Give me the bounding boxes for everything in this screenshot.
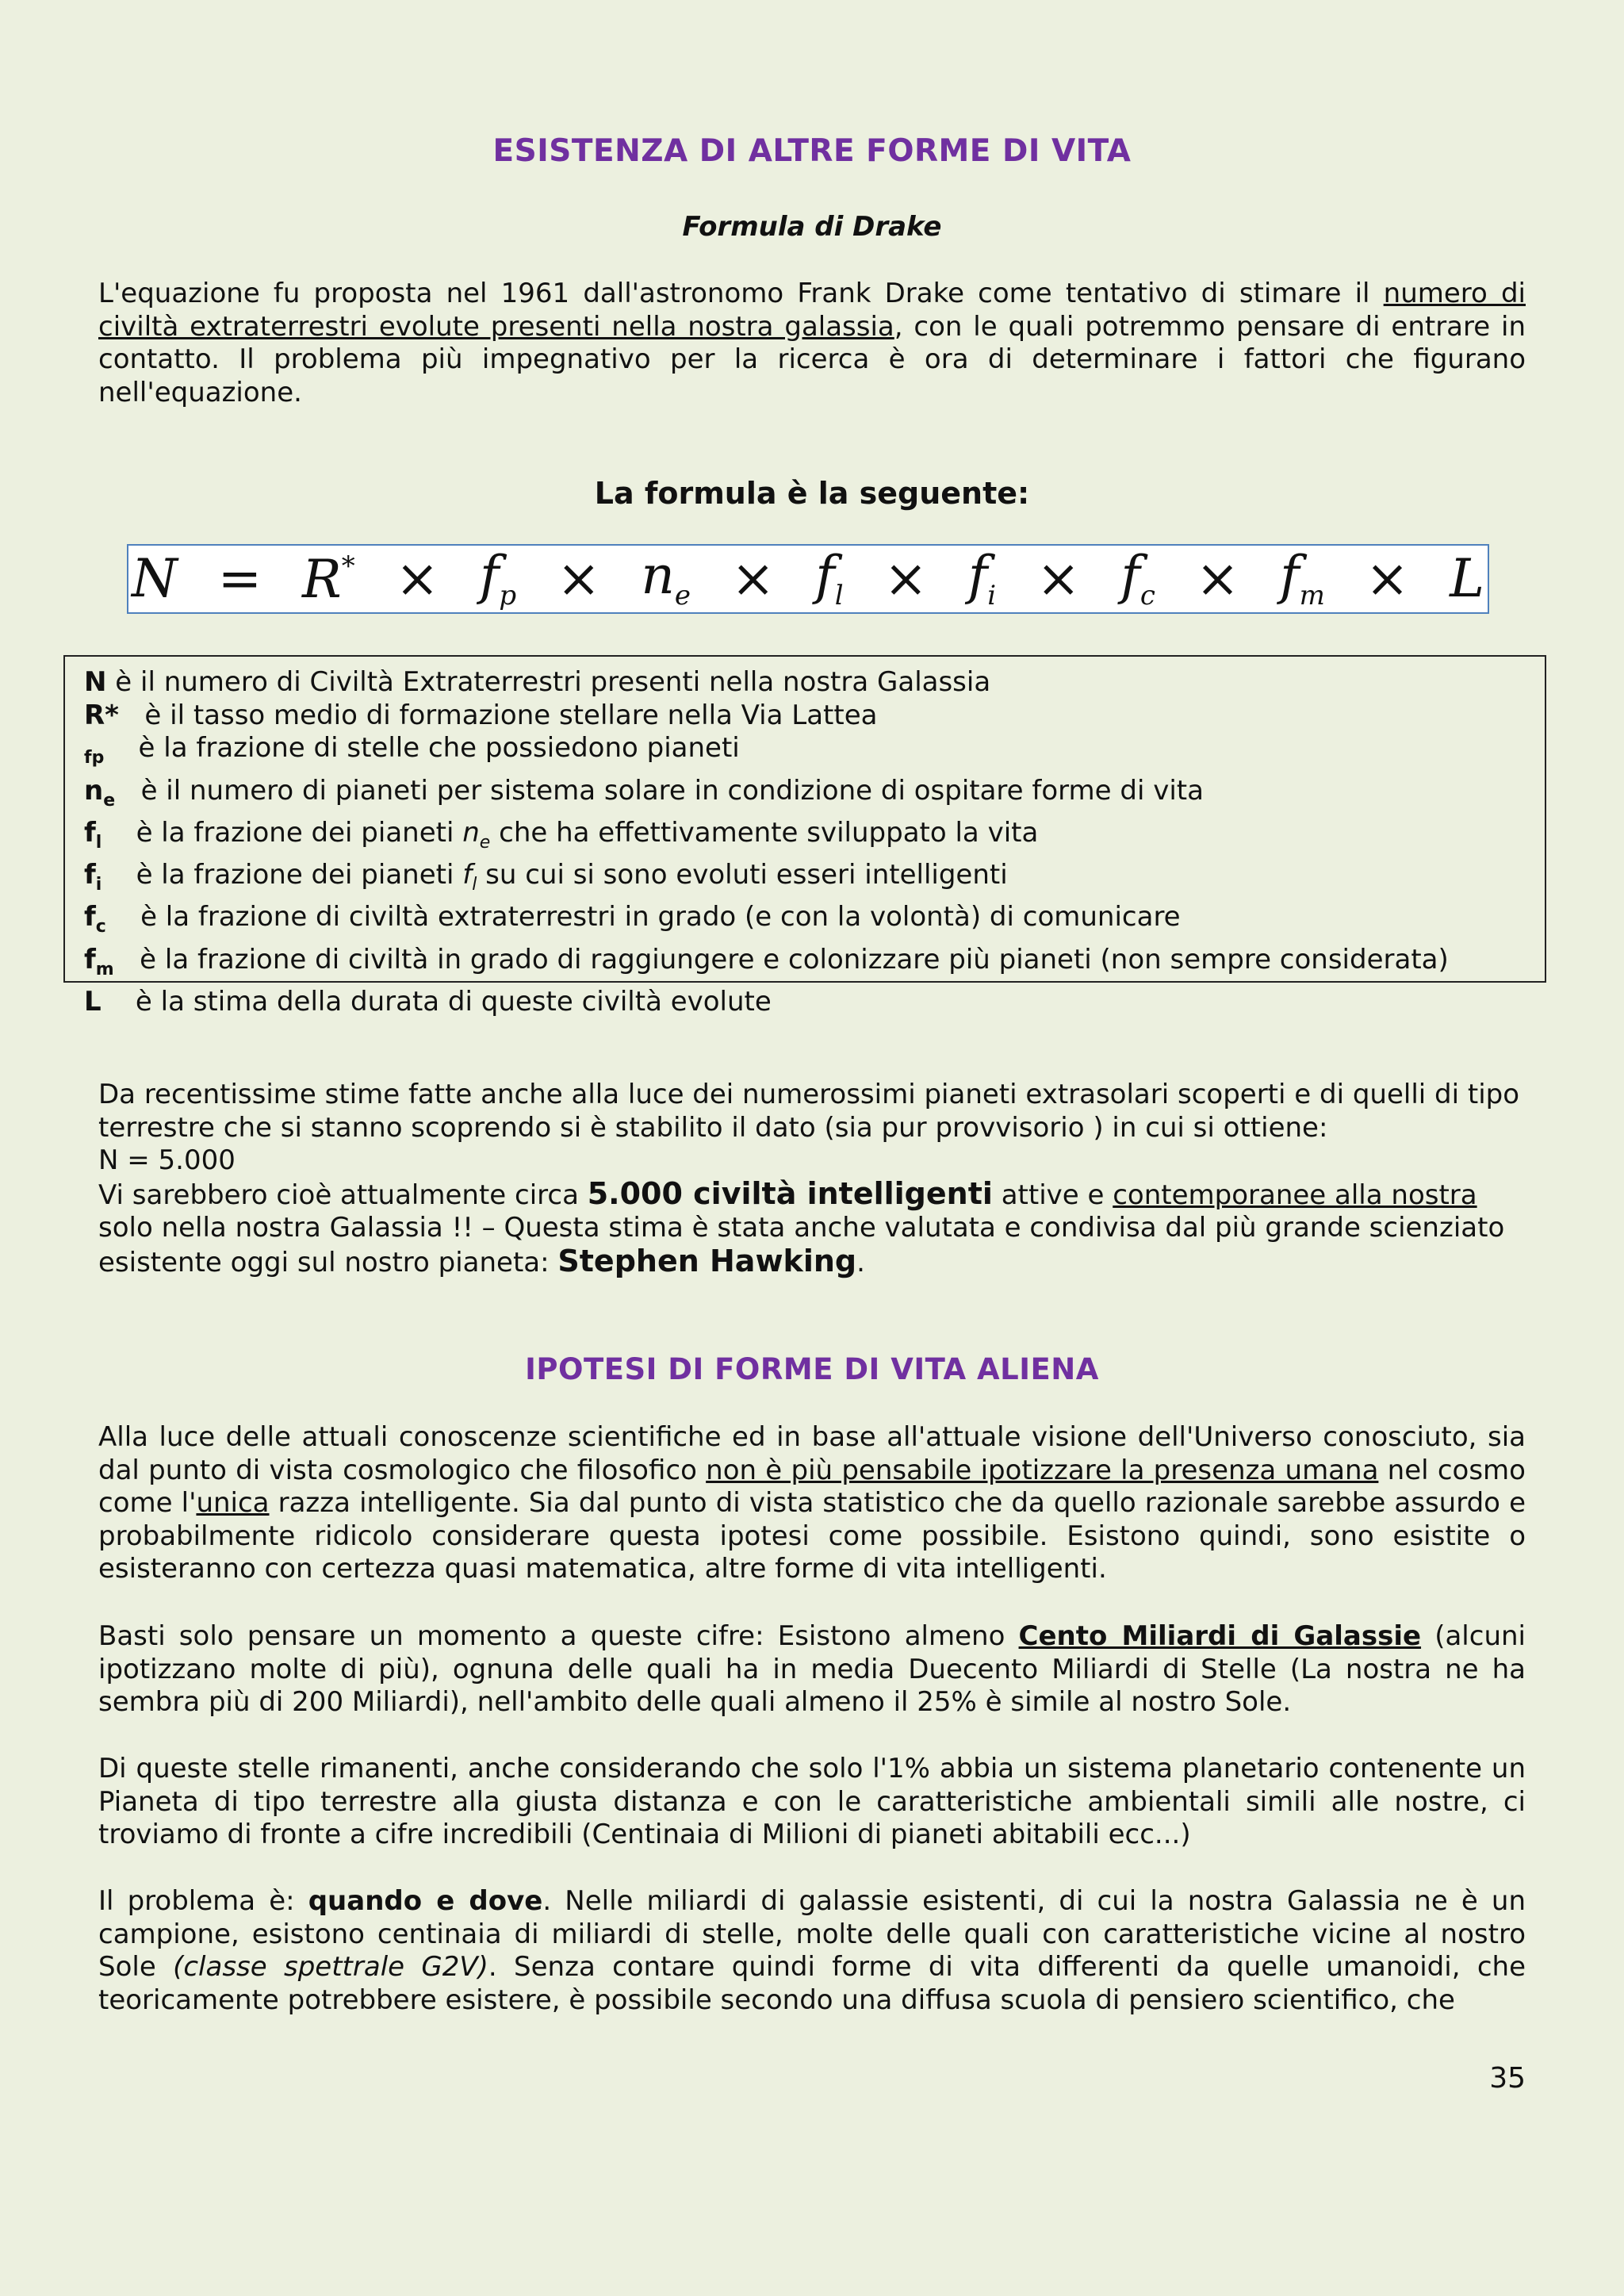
formula-fp: $f_p$ — [479, 544, 517, 611]
definition-text: è la frazione di civiltà extraterrestri in grado (e con la volontà) di comunicare — [105, 901, 1181, 933]
text: Da recentissime stime fatte anche alla luce dei numerossimi pianeti extrasolari scoperti e di quelli di tipo terrestre che si stanno scoprendo si è stabilito il dato (sia pur provvisorio ) in cui si ottiene: — [98, 1079, 1520, 1144]
formula-times: × — [883, 548, 928, 609]
formula-N: N — [132, 548, 178, 609]
formula-fm: $f_m$ — [1280, 544, 1325, 611]
page-title: ESISTENZA DI ALTRE FORME DI VITA — [492, 133, 1132, 169]
definition-row — [84, 732, 1526, 775]
underlined-text: numero di civiltà extraterrestri evolute presenti nella nostra galassia — [98, 278, 1526, 343]
text: L'equazione fu proposta nel 1961 dall'astronomo Frank Drake come tentativo di stimare il — [98, 278, 1384, 309]
symbol: L — [84, 985, 102, 1018]
formula-fl: $f_l$ — [815, 544, 844, 611]
definition-row — [84, 986, 1526, 1019]
subtitle: Formula di Drake — [682, 211, 942, 243]
text: . Nelle miliardi di galassie esistenti, di cui la nostra Galassia ne è un campione, esistono centinaia di miliardi di stelle, molte delle quali con caratteristiche vicine al nostro Sole — [98, 1885, 1526, 1983]
formula-times: × — [1036, 548, 1081, 609]
text: . Senza contare quindi forme di vita differenti da quelle umanoidi, che teoricamente potrebbere esistere, è possibile secondo una diffusa scuola di pensiero scientifico, che — [98, 1951, 1526, 2016]
paragraph-1 — [98, 1421, 1526, 1586]
text: attive e — [992, 1179, 1113, 1211]
symbol: fp — [84, 748, 105, 768]
formula-L: L — [1450, 548, 1484, 609]
formula-times: × — [1195, 548, 1240, 609]
estimate-paragraph — [98, 1079, 1526, 1279]
text: Alla luce delle attuali conoscenze scientifiche ed in base all'attuale visione dell'Universo conosciuto, sia dal punto di vista cosmologico che filosofico — [98, 1421, 1526, 1486]
bold-text: quando e dove — [308, 1885, 543, 1917]
paragraph-3 — [98, 1753, 1526, 1852]
text: , con le quali potremmo pensare di entrare in contatto. Il problema più impegnativo per la ricerca è ora di determinare i fattori che figurano nell'equazione. — [98, 310, 1526, 408]
formula-title: La formula è la seguente: — [594, 476, 1030, 511]
text: razza intelligente. Sia dal punto di vista statistico che da quello razionale sarebbe assurdo e probabilmente ridicolo considerare questa ipotesi come possibile. Esistono quindi, sono esistite o esisteranno con certezza quasi matematica, altre forme di vita intelligenti. — [98, 1487, 1526, 1585]
formula-fi: $f_i$ — [967, 544, 997, 611]
definition-row — [84, 901, 1526, 943]
text: Vi sarebbero cioè attualmente circa — [98, 1179, 588, 1211]
drake-formula — [127, 544, 1489, 614]
text: Di queste stelle rimanenti, anche considerando che solo l'1% abbia un sistema planetario contenente un Pianeta di tipo terrestre alla giusta distanza e con le caratteristiche ambientali simili alle nostre, ci troviamo di fronte a cifre incredibili (Centinaia di Milioni di pianeti abitabili ecc...) — [98, 1753, 1526, 1850]
definition-text: è il tasso medio di formazione stellare nella Via Lattea — [118, 699, 878, 731]
bold-text: 5.000 civiltà intelligenti — [587, 1175, 993, 1211]
bold-underlined-text: Cento Miliardi di Galassie — [1018, 1620, 1422, 1652]
definition-text: su cui si sono evoluti esseri intelligenti — [477, 859, 1008, 891]
definition-row — [84, 775, 1526, 817]
text: nel cosmo come l' — [98, 1454, 1526, 1519]
text: Il problema è: — [98, 1885, 308, 1917]
definition-text: è la frazione dei pianeti — [102, 816, 463, 849]
definition-row — [84, 817, 1526, 859]
inline-symbol: $f_l$ — [462, 859, 477, 895]
definition-text: è la frazione di civiltà in grado di raggiungere e colonizzare più pianeti (non sempre considerata) — [113, 943, 1449, 976]
formula-equals: = — [217, 548, 262, 609]
symbol: $f_i$ — [84, 859, 102, 895]
italic-text: (classe spettrale G2V) — [173, 1951, 488, 1983]
symbol: $f_c$ — [84, 901, 106, 937]
definition-row — [84, 700, 1526, 733]
underlined-text: non è più pensabile ipotizzare la presenza umana — [706, 1454, 1379, 1486]
formula-times: × — [557, 548, 601, 609]
formula-times: × — [731, 548, 776, 609]
text: solo nella nostra Galassia !! – Questa stima è stata anche valutata e condivisa dal più grande scienziato esistente oggi sul nostro pianeta: — [98, 1212, 1505, 1278]
definitions-box — [63, 655, 1546, 1018]
definition-text: è la frazione dei pianeti — [102, 859, 463, 891]
intro-paragraph — [98, 278, 1526, 409]
formula-R: R* — [302, 548, 355, 610]
definition-row — [84, 666, 1526, 700]
definition-row — [84, 944, 1526, 986]
text: (alcuni ipotizzano molte di più), ognuna delle quali ha in media Duecento Miliardi di Stelle (La nostra ne ha sembra più di 200 Miliardi), nell'ambito delle quali almeno il 25% è simile al nostro Sole. — [98, 1620, 1526, 1718]
paragraph-2 — [98, 1620, 1526, 1719]
underlined-text: contemporanee alla nostra — [1113, 1179, 1477, 1211]
definition-text: è il numero di pianeti per sistema solare in condizione di ospitare forme di vita — [115, 774, 1204, 807]
symbol: N — [84, 666, 107, 698]
symbol: $n_e$ — [84, 774, 116, 811]
definition-text: è il numero di Civiltà Extraterrestri presenti nella nostra Galassia — [106, 666, 991, 698]
text: Basti solo pensare un momento a queste cifre: Esistono almeno — [98, 1620, 1019, 1652]
symbol: $f_m$ — [84, 943, 114, 979]
definition-row — [84, 859, 1526, 901]
formula-times: × — [395, 548, 439, 609]
bold-text: Stephen Hawking — [557, 1243, 857, 1278]
section-title: IPOTESI DI FORME DI VITA ALIENA — [525, 1352, 1099, 1386]
inline-symbol: $n_e$ — [462, 816, 491, 853]
paragraph-4 — [98, 1885, 1526, 2017]
estimate-value: N = 5.000 — [98, 1144, 236, 1176]
text: . — [856, 1246, 865, 1278]
symbol: $f_l$ — [84, 816, 102, 853]
formula-times: × — [1365, 548, 1410, 609]
definition-text: è la frazione di stelle che possiedono pianeti — [104, 732, 740, 764]
definition-text: è la stima della durata di queste civiltà evolute — [101, 985, 772, 1018]
formula-fc: $f_c$ — [1120, 544, 1155, 611]
formula-ne: $n_e$ — [641, 544, 691, 611]
symbol: R* — [84, 699, 119, 731]
definition-text: che ha effettivamente sviluppato la vita — [490, 816, 1039, 849]
page-number: 35 — [1489, 2062, 1526, 2095]
underlined-text: unica — [196, 1487, 270, 1519]
